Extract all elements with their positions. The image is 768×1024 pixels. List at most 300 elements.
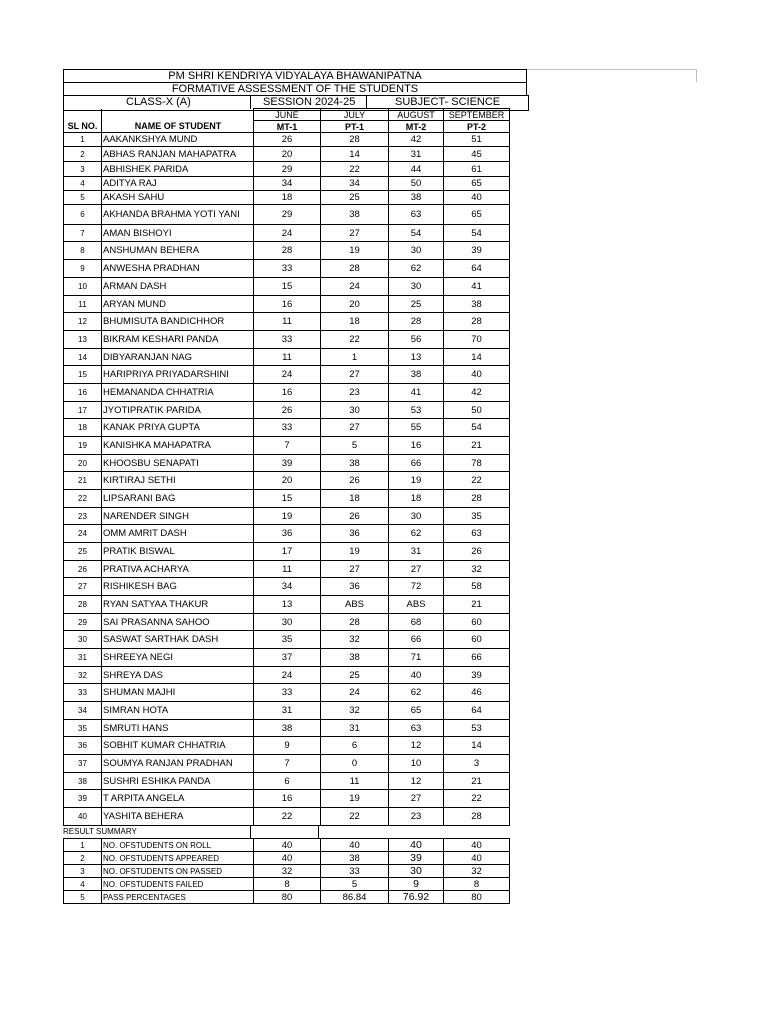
sl-no-cell: 40 — [64, 808, 102, 826]
student-row — [64, 596, 510, 614]
mark-cell: 31 — [389, 147, 444, 162]
student-row — [64, 578, 510, 596]
mark-cell: 22 — [254, 808, 321, 826]
student-name-cell: PRATIK BISWAL — [102, 543, 254, 561]
student-row — [64, 684, 510, 702]
student-row — [64, 133, 510, 147]
mark-cell: 39 — [254, 455, 321, 472]
sheet-gridline — [527, 69, 697, 70]
mark-cell: 20 — [254, 147, 321, 162]
student-row — [64, 331, 510, 349]
summary-sl-cell: 2 — [64, 852, 102, 865]
mark-cell: 63 — [444, 525, 510, 543]
student-row — [64, 349, 510, 366]
sl-no-cell: 2 — [64, 147, 102, 162]
student-name-cell: AKHANDA BRAHMA YOTI YANI — [102, 205, 254, 225]
mark-cell: 41 — [389, 384, 444, 402]
month-july: JULY — [321, 109, 389, 121]
month-header-row — [64, 109, 510, 121]
summary-value-cell: 38 — [321, 852, 389, 865]
mark-cell: 31 — [389, 543, 444, 561]
mark-cell: 14 — [321, 147, 389, 162]
student-row — [64, 205, 510, 225]
mark-cell: 22 — [321, 162, 389, 177]
student-name-cell: SHUMAN MAJHI — [102, 684, 254, 702]
mark-cell: 64 — [444, 702, 510, 720]
sl-no-cell: 14 — [64, 349, 102, 366]
summary-value-cell: 40 — [444, 839, 510, 852]
sl-no-cell: 12 — [64, 313, 102, 331]
marks-table — [63, 108, 510, 826]
mark-cell: 62 — [389, 260, 444, 278]
mark-cell: 45 — [444, 147, 510, 162]
mark-cell: 7 — [254, 437, 321, 455]
mark-cell: 30 — [254, 614, 321, 631]
mark-cell: 35 — [444, 508, 510, 525]
sl-no-cell: 35 — [64, 720, 102, 737]
sl-no-cell: 20 — [64, 455, 102, 472]
subject-label: SUBJECT- SCIENCE — [395, 96, 501, 108]
mark-cell: 17 — [254, 543, 321, 561]
mark-cell: 63 — [389, 205, 444, 225]
student-row — [64, 191, 510, 205]
sl-no-cell: 16 — [64, 384, 102, 402]
student-name-cell: T ARPITA ANGELA — [102, 790, 254, 808]
summary-value-cell: 8 — [254, 878, 321, 891]
summary-value-cell: 86.84 — [321, 891, 389, 904]
student-row — [64, 366, 510, 384]
student-row — [64, 755, 510, 773]
report-title-cell — [63, 82, 527, 95]
mark-cell: 28 — [444, 808, 510, 826]
mark-cell: 28 — [321, 260, 389, 278]
summary-sl-cell: 4 — [64, 878, 102, 891]
mark-cell: 29 — [254, 205, 321, 225]
sl-no-cell: 5 — [64, 191, 102, 205]
mark-cell: 62 — [389, 525, 444, 543]
mark-cell: 22 — [444, 790, 510, 808]
blank-cell — [102, 109, 254, 121]
mark-cell: 38 — [321, 455, 389, 472]
mark-cell: 54 — [444, 225, 510, 242]
student-row — [64, 808, 510, 826]
summary-value-cell: 33 — [321, 865, 389, 878]
summary-value-cell: 80 — [444, 891, 510, 904]
summary-value-cell: 30 — [389, 865, 444, 878]
summary-value-cell: 5 — [321, 878, 389, 891]
summary-value-cell: 9 — [389, 878, 444, 891]
sl-no-cell: 19 — [64, 437, 102, 455]
summary-label-cell: NO. OFSTUDENTS APPEARED — [102, 852, 254, 865]
mark-cell: 38 — [444, 296, 510, 313]
mark-cell: 63 — [389, 720, 444, 737]
student-name-cell: SOBHIT KUMAR CHHATRIA — [102, 737, 254, 755]
mark-cell: 33 — [254, 419, 321, 437]
mark-cell: 28 — [444, 490, 510, 508]
mark-cell: 15 — [254, 278, 321, 296]
mark-cell: 65 — [444, 177, 510, 191]
test-mt2-header: MT-2 — [389, 121, 444, 133]
class-label: CLASS-X (A) — [126, 96, 191, 108]
sl-no-cell: 10 — [64, 278, 102, 296]
mark-cell: 28 — [444, 313, 510, 331]
mark-cell: 42 — [444, 384, 510, 402]
mark-cell: 18 — [321, 490, 389, 508]
sl-no-cell: 13 — [64, 331, 102, 349]
mark-cell: 24 — [321, 278, 389, 296]
mark-cell: 18 — [389, 490, 444, 508]
summary-table — [63, 838, 510, 904]
mark-cell: 11 — [254, 349, 321, 366]
mark-cell: 27 — [321, 225, 389, 242]
school-title-cell — [63, 69, 527, 82]
mark-cell: 26 — [321, 508, 389, 525]
student-row — [64, 260, 510, 278]
student-name-cell: KHOOSBU SENAPATI — [102, 455, 254, 472]
month-september: SEPTEMBER — [444, 109, 510, 121]
mark-cell: 10 — [389, 755, 444, 773]
mark-cell: 32 — [321, 702, 389, 720]
mark-cell: 44 — [389, 162, 444, 177]
student-name-cell: KIRTIRAJ SETHI — [102, 472, 254, 490]
mark-cell: 1 — [321, 349, 389, 366]
student-row — [64, 384, 510, 402]
mark-cell: 19 — [254, 508, 321, 525]
mark-cell: 33 — [254, 684, 321, 702]
student-row — [64, 773, 510, 790]
sl-no-cell: 18 — [64, 419, 102, 437]
mark-cell: 40 — [444, 366, 510, 384]
sl-no-cell: 27 — [64, 578, 102, 596]
mark-cell: 11 — [254, 561, 321, 578]
summary-value-cell: 40 — [321, 839, 389, 852]
mark-cell: 34 — [321, 177, 389, 191]
student-row — [64, 177, 510, 191]
student-row — [64, 525, 510, 543]
sl-no-cell: 29 — [64, 614, 102, 631]
result-summary-label: RESULT SUMMARY — [63, 827, 137, 836]
mark-cell: 60 — [444, 631, 510, 649]
mark-cell: 58 — [444, 578, 510, 596]
student-name-cell: HARIPRIYA PRIYADARSHINI — [102, 366, 254, 384]
mark-cell: 23 — [321, 384, 389, 402]
sl-no-cell: 21 — [64, 472, 102, 490]
mark-cell: 15 — [254, 490, 321, 508]
student-name-cell: ABHISHEK PARIDA — [102, 162, 254, 177]
student-name-cell: SOUMYA RANJAN PRADHAN — [102, 755, 254, 773]
mark-cell: 36 — [321, 578, 389, 596]
mark-cell: 36 — [321, 525, 389, 543]
mark-cell: 27 — [321, 419, 389, 437]
mark-cell: 64 — [444, 260, 510, 278]
sl-no-cell: 9 — [64, 260, 102, 278]
student-row — [64, 419, 510, 437]
result-summary-cell — [250, 825, 319, 839]
mark-cell: 22 — [321, 808, 389, 826]
mark-cell: 12 — [389, 773, 444, 790]
school-title: PM SHRI KENDRIYA VIDYALAYA BHAWANIPATNA — [168, 70, 422, 82]
student-row — [64, 225, 510, 242]
student-name-cell: AMAN BISHOYI — [102, 225, 254, 242]
summary-row — [64, 878, 510, 891]
summary-value-cell: 32 — [254, 865, 321, 878]
mark-cell: 34 — [254, 578, 321, 596]
mark-cell: 31 — [254, 702, 321, 720]
mark-cell: 24 — [254, 366, 321, 384]
summary-sl-cell: 3 — [64, 865, 102, 878]
summary-value-cell: 40 — [389, 839, 444, 852]
sl-no-cell: 28 — [64, 596, 102, 614]
mark-cell: 34 — [254, 177, 321, 191]
mark-cell: 46 — [444, 684, 510, 702]
mark-cell: 53 — [389, 402, 444, 419]
student-row — [64, 455, 510, 472]
test-pt2-header: PT-2 — [444, 121, 510, 133]
mark-cell: 40 — [389, 667, 444, 684]
student-row — [64, 147, 510, 162]
mark-cell: 37 — [254, 649, 321, 667]
mark-cell: 54 — [389, 225, 444, 242]
summary-label-cell: PASS PERCENTAGES — [102, 891, 254, 904]
student-name-cell: LIPSARANI BAG — [102, 490, 254, 508]
mark-cell: 19 — [321, 790, 389, 808]
mark-cell: 28 — [389, 313, 444, 331]
sl-no-cell: 36 — [64, 737, 102, 755]
summary-label-cell: NO. OFSTUDENTS FAILED — [102, 878, 254, 891]
student-name-cell: SMRUTI HANS — [102, 720, 254, 737]
summary-row — [64, 852, 510, 865]
mark-cell: 25 — [321, 191, 389, 205]
mark-cell: 0 — [321, 755, 389, 773]
blank-cell — [64, 109, 102, 121]
student-name-cell: ABHAS RANJAN MAHAPATRA — [102, 147, 254, 162]
summary-value-cell: 8 — [444, 878, 510, 891]
student-row — [64, 242, 510, 260]
mark-cell: 28 — [321, 614, 389, 631]
mark-cell: 18 — [254, 191, 321, 205]
mark-cell: 36 — [254, 525, 321, 543]
mark-cell: 26 — [254, 402, 321, 419]
student-row — [64, 720, 510, 737]
mark-cell: 55 — [389, 419, 444, 437]
student-name-cell: ANWESHA PRADHAN — [102, 260, 254, 278]
mark-cell: 26 — [321, 472, 389, 490]
mark-cell: 6 — [321, 737, 389, 755]
summary-value-cell: 40 — [254, 852, 321, 865]
student-row — [64, 296, 510, 313]
student-row — [64, 667, 510, 684]
sl-no-cell: 34 — [64, 702, 102, 720]
student-row — [64, 472, 510, 490]
summary-value-cell: 39 — [389, 852, 444, 865]
report-title: FORMATIVE ASSESSMENT OF THE STUDENTS — [171, 83, 419, 95]
mark-cell: 32 — [321, 631, 389, 649]
student-row — [64, 437, 510, 455]
sl-no-cell: 24 — [64, 525, 102, 543]
mark-cell: 66 — [389, 631, 444, 649]
mark-cell: 33 — [254, 331, 321, 349]
mark-cell: 19 — [321, 543, 389, 561]
summary-value-cell: 40 — [444, 852, 510, 865]
mark-cell: 66 — [389, 455, 444, 472]
summary-sl-cell: 1 — [64, 839, 102, 852]
student-name-cell: ARYAN MUND — [102, 296, 254, 313]
student-row — [64, 561, 510, 578]
mark-cell: 30 — [389, 508, 444, 525]
mark-cell: 53 — [444, 720, 510, 737]
sheet-gridline — [696, 69, 697, 82]
mark-cell: 16 — [254, 384, 321, 402]
mark-cell: 65 — [444, 205, 510, 225]
mark-cell: 7 — [254, 755, 321, 773]
student-name-cell: OMM AMRIT DASH — [102, 525, 254, 543]
mark-cell: 24 — [321, 684, 389, 702]
mark-cell: 50 — [444, 402, 510, 419]
summary-label-cell: NO. OFSTUDENTS ON ROLL — [102, 839, 254, 852]
mark-cell: 20 — [321, 296, 389, 313]
mark-cell: 13 — [254, 596, 321, 614]
mark-cell: 25 — [389, 296, 444, 313]
mark-cell: 23 — [389, 808, 444, 826]
mark-cell: 32 — [444, 561, 510, 578]
sl-no-cell: 7 — [64, 225, 102, 242]
student-row — [64, 614, 510, 631]
mark-cell: 6 — [254, 773, 321, 790]
sl-no-cell: 1 — [64, 133, 102, 147]
mark-cell: 26 — [254, 133, 321, 147]
student-name-cell: KANAK PRIYA GUPTA — [102, 419, 254, 437]
mark-cell: 25 — [321, 667, 389, 684]
mark-cell: 28 — [254, 242, 321, 260]
student-name-cell: SHREEYA NEGI — [102, 649, 254, 667]
mark-cell: 16 — [389, 437, 444, 455]
student-row — [64, 508, 510, 525]
student-name-cell: RYAN SATYAA THAKUR — [102, 596, 254, 614]
student-row — [64, 737, 510, 755]
summary-row — [64, 891, 510, 904]
mark-cell: 21 — [444, 773, 510, 790]
mark-cell: 16 — [254, 296, 321, 313]
sl-no-cell: 17 — [64, 402, 102, 419]
sl-no-cell: 4 — [64, 177, 102, 191]
mark-cell: 56 — [389, 331, 444, 349]
mark-cell: 26 — [444, 543, 510, 561]
student-name-cell: AAKANKSHYA MUND — [102, 133, 254, 147]
mark-cell: 61 — [444, 162, 510, 177]
student-name-cell: SUSHRI ESHIKA PANDA — [102, 773, 254, 790]
mark-cell: 66 — [444, 649, 510, 667]
sl-no-cell: 11 — [64, 296, 102, 313]
mark-cell: 30 — [321, 402, 389, 419]
mark-cell: 39 — [444, 667, 510, 684]
mark-cell: 27 — [321, 561, 389, 578]
mark-cell: 20 — [254, 472, 321, 490]
summary-value-cell: 40 — [254, 839, 321, 852]
student-name-cell: BIKRAM KESHARI PANDA — [102, 331, 254, 349]
student-row — [64, 402, 510, 419]
student-name-cell: AKASH SAHU — [102, 191, 254, 205]
student-name-cell: ADITYA RAJ — [102, 177, 254, 191]
test-pt1-header: PT-1 — [321, 121, 389, 133]
student-name-cell: SASWAT SARTHAK DASH — [102, 631, 254, 649]
mark-cell: 31 — [321, 720, 389, 737]
student-name-cell: JYOTIPRATIK PARIDA — [102, 402, 254, 419]
sl-no-cell: 22 — [64, 490, 102, 508]
mark-cell: 27 — [321, 366, 389, 384]
sl-no-cell: 33 — [64, 684, 102, 702]
mark-cell: 39 — [444, 242, 510, 260]
mark-cell: 40 — [444, 191, 510, 205]
sl-no-cell: 23 — [64, 508, 102, 525]
mark-cell: 33 — [254, 260, 321, 278]
student-name-cell: SIMRAN HOTA — [102, 702, 254, 720]
mark-cell: 38 — [254, 720, 321, 737]
student-name-cell: SHREYA DAS — [102, 667, 254, 684]
mark-cell: 68 — [389, 614, 444, 631]
mark-cell: 14 — [444, 737, 510, 755]
mark-cell: 41 — [444, 278, 510, 296]
student-name-cell: RISHIKESH BAG — [102, 578, 254, 596]
month-august: AUGUST — [389, 109, 444, 121]
mark-cell: 19 — [321, 242, 389, 260]
student-row — [64, 649, 510, 667]
mark-cell: 16 — [254, 790, 321, 808]
mark-cell: 28 — [321, 133, 389, 147]
summary-value-cell: 32 — [444, 865, 510, 878]
mark-cell: 21 — [444, 437, 510, 455]
mark-cell: 51 — [444, 133, 510, 147]
student-name-cell: DIBYARANJAN NAG — [102, 349, 254, 366]
mark-cell: 24 — [254, 225, 321, 242]
sl-no-cell: 30 — [64, 631, 102, 649]
student-name-header: NAME OF STUDENT — [102, 121, 254, 133]
mark-cell: 27 — [389, 561, 444, 578]
sl-no-cell: 31 — [64, 649, 102, 667]
sl-no-cell: 38 — [64, 773, 102, 790]
column-header-row — [64, 121, 510, 133]
mark-cell: 38 — [321, 205, 389, 225]
summary-sl-cell: 5 — [64, 891, 102, 904]
mark-cell: 21 — [444, 596, 510, 614]
mark-cell: 11 — [321, 773, 389, 790]
sl-no-cell: 32 — [64, 667, 102, 684]
student-row — [64, 490, 510, 508]
mark-cell: 65 — [389, 702, 444, 720]
mark-cell: 35 — [254, 631, 321, 649]
mark-cell: 54 — [444, 419, 510, 437]
mark-cell: 38 — [389, 191, 444, 205]
student-name-cell: ARMAN DASH — [102, 278, 254, 296]
student-row — [64, 162, 510, 177]
mark-cell: 42 — [389, 133, 444, 147]
sl-no-cell: 37 — [64, 755, 102, 773]
mark-cell: 22 — [444, 472, 510, 490]
mark-cell: ABS — [321, 596, 389, 614]
mark-cell: 27 — [389, 790, 444, 808]
sl-no-header: SL NO. — [64, 121, 102, 133]
month-june: JUNE — [254, 109, 321, 121]
mark-cell: 22 — [321, 331, 389, 349]
student-name-cell: KANISHKA MAHAPATRA — [102, 437, 254, 455]
mark-cell: 38 — [389, 366, 444, 384]
test-mt1-header: MT-1 — [254, 121, 321, 133]
summary-value-cell: 76.92 — [389, 891, 444, 904]
mark-cell: 60 — [444, 614, 510, 631]
mark-cell: 13 — [389, 349, 444, 366]
student-row — [64, 278, 510, 296]
student-row — [64, 543, 510, 561]
mark-cell: 72 — [389, 578, 444, 596]
